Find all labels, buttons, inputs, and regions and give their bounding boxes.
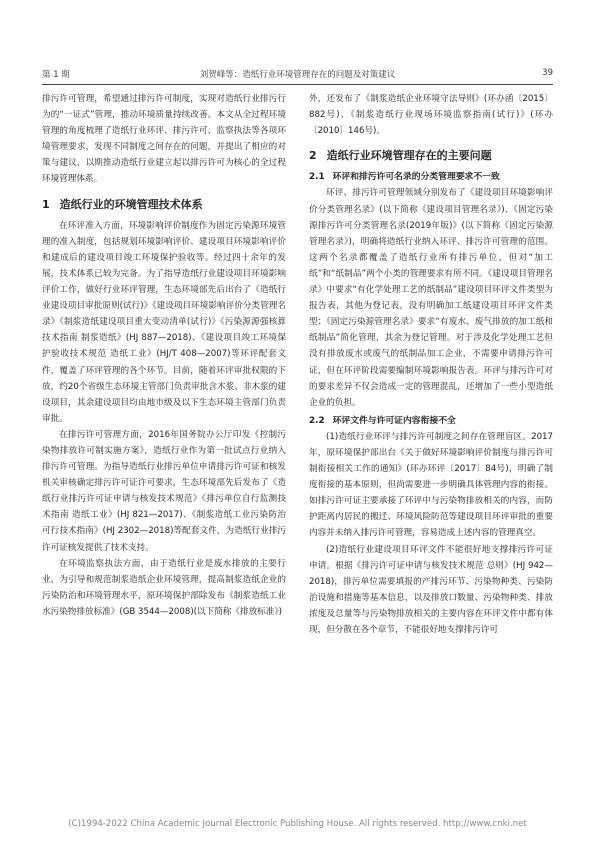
page-header xyxy=(42,66,553,82)
journal-issue: 第 1 期 xyxy=(42,70,70,80)
subsection-2-2-heading xyxy=(309,413,553,429)
subsection-2-2-paragraph: (1)造纸行业环评与排污许可制度之间存在管理盲区。2017年，原环境保护部出台《关于做好环境影响评价制度与排污许可制衔接相关工作的通知》(环办环评〔2017〕84号)，明确了制度衔接的基本原则，但尚需要进一步明确具体管理内容的衔接。如排污许可证主要承接了环评中与污染物排放相关的内容，而防护距离内居民的搬迁、环境风险防范等建设项目环评审批的重要内容并未纳入排污许可管理，容易造成上述内容的管理真空。 xyxy=(309,431,553,539)
right-column xyxy=(309,91,553,638)
section-1-heading xyxy=(42,197,286,213)
section-2-heading xyxy=(309,148,553,164)
section-1-paragraph: 在环境监察执法方面，由于造纸行业是废水排放的主要行业，为引导和规范制浆造纸企业环境管理，提高制浆造纸企业的污染防治和环境管理水平，原环境保护部除发布《制浆造纸工业水污染物排放标准》(GB 3544—2008)(以下简称《排放标准》) xyxy=(42,558,286,617)
continuation-paragraph: 外，还发布了《制浆造纸企业环境守法导则》(环办函〔2015〕882号)、《制浆造纸行业现场环境监察指南(试行)》(环办〔2010〕146号)。 xyxy=(309,94,553,137)
section-2-number: 2 xyxy=(309,149,317,163)
subsection-2-1-title: 环评和排污许可名录的分类管理要求不一致 xyxy=(332,172,500,183)
intro-paragraph: 排污许可管理，希望通过排污许可制度，实现对造纸行业排污行为的“一证式”管理，推动环境质量持续改善。本文从全过程环境管理的角度梳理了造纸行业环评、排污许可、监察执法等各项环境管理要求，发现不同制度之间存在的问题，并提出了相应的对策与建议，以期推动造纸行业建立起以排污许可为核心的全过程环境管理体系。 xyxy=(42,94,286,185)
page-number: 39 xyxy=(542,68,553,78)
section-1-number: 1 xyxy=(42,197,50,211)
section-2-title: 造纸行业环境管理存在的主要问题 xyxy=(326,149,492,163)
subsection-2-2-title: 环评文件与许可证内容衔接不全 xyxy=(332,415,456,426)
subsection-2-2-paragraph: (2)造纸行业建设项目环评文件不能很好地支撑排污许可证申请。根据《排污许可证申请与核发技术规范 总则》(HJ 942—2018)，排污单位需要填报的产排污环节、污染物种类、污染防治设施和措施等基本信息，以及排放口数量、污染物种类、排放浓度及总量等与污染物排放相关的主要内容在环评文件中都有体现，但分散在各个章节，不能很好地支撑排污许可 xyxy=(309,544,553,635)
subsection-2-1-paragraph: 环评、排污许可管理领域分别发布了《建设项目环境影响评价分类管理名录》(以下简称《建设项目管理名录》)、《固定污染源排污许可分类管理名录(2019年版)》(以下简称《固定污染源管理名录》)，明确将造纸行业纳入环评、排污许可管理的范围。这两个名录都覆盖了造纸行业所有排污单位，但对“加工纸”和“纸制品”两个小类的管理要求有所不同。《建设项目管理名录》中要求“有化学处理工艺的纸制品”建设项目环评文件类型为报告表，其他为登记表，没有明确加工纸建设项目环评文件类型；《固定污染源管理名录》要求“有废水、废气排放的加工纸和纸制品”简化管理，其余为登记管理。对于涉及化学处理工艺但没有排放废水或废气的纸制品加工企业，不需要申请排污许可证，但在环评阶段需要编制环境影响报告表。环评与排污许可对的要求差异不仅会造成一定的管理混乱，还增加了一些小型造纸企业的负担。 xyxy=(309,188,553,408)
subsection-2-1-number: 2.1 xyxy=(309,172,325,183)
section-1-paragraph: 在环评准入方面，环境影响评价制度作为固定污染源环境管理的准入制度，包括规划环境影响评价、建设项目环境影响评价和建成后的建设项目竣工环境保护验收等。经过四十余年的发展，技术体系已较为完备。为了指导造纸行业建设项目环境影响评价工作，做好行业环评管理，生态环境部先后出台了《造纸行业建设项目审批原则(试行)》《建设项目环境影响评价分类管理名录》《制浆造纸建设项目重大变动清单(试行)》《污染源源强核算技术指南 制浆造纸》(HJ 887—2018)、《建设项目竣工环境保护验收技术规范 造纸工业》(HJ/T 408—2007)等环评配套文件，覆盖了环评管理的各个环节。目前，随着环评审批权限的下放，约20个省级生态环境主管部门负责审批含木浆、非木浆的建设项目，其余建设项目均由地市级及以下生态环境主管部门负责审批。 xyxy=(42,220,286,424)
section-1-title: 造纸行业的环境管理技术体系 xyxy=(59,197,203,211)
section-1-paragraph: 在排污许可管理方面，2016年国务院办公厅印发《控制污染物排放许可制实施方案》，造纸行业作为第一批试点行业纳入排污许可管理。为指导造纸行业排污单位申请排污许可证和核发机关审核确定排污许可证许可要求，生态环境部先后发布了《造纸行业排污许可证申请与核发技术规范》《排污单位自行监测技术指南 造纸工业》(HJ 821—2017)、《制浆造纸工业污染防治可行技术指南》(HJ 2302—2018)等配套文件，为造纸行业排污许可证核发提供了技术支持。 xyxy=(42,429,286,553)
left-column xyxy=(42,91,286,620)
header-divider xyxy=(42,84,553,85)
running-title: 刘贺峰等：造纸行业环境管理存在的问题及对策建议 xyxy=(199,70,396,80)
copyright-footer: (C)1994-2022 China Academic Journal Electronic Publishing House. All rights reserved. http://www.cnki.net xyxy=(68,819,527,829)
subsection-2-1-heading xyxy=(309,169,553,185)
subsection-2-2-number: 2.2 xyxy=(309,415,325,426)
